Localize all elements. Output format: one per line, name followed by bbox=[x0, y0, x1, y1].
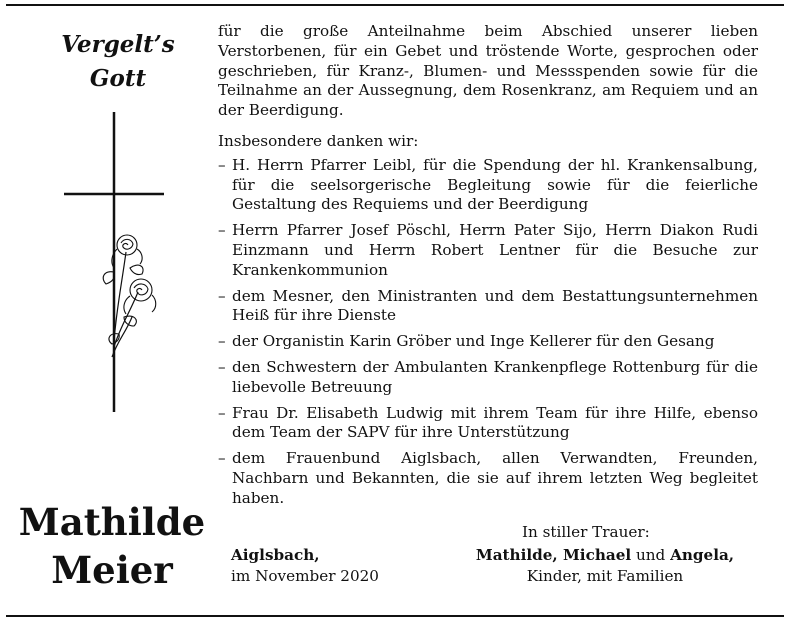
place: Aiglsbach, bbox=[231, 546, 320, 564]
deceased-first-name: Mathilde bbox=[18, 500, 206, 544]
intro-paragraph: für die große Anteilnahme beim Abschied unserer lieben Verstorbenen, für ein Gebet und tröstende Worte, gesprochen oder geschrieben, für Kranz-, Blumen- und Messspenden sowie für die Teilnahme an der Aussegnung, dem Rosenkranz, am Requiem und an der Beerdigung. bbox=[218, 22, 758, 120]
list-item-text: dem Frauenbund Aiglsbach, allen Verwandten, Freunden, Nachbarn und Bekannten, die sie auf ihrem letzten Weg begleitet haben. bbox=[232, 449, 758, 507]
date: im November 2020 bbox=[231, 567, 379, 585]
family-names bbox=[460, 545, 750, 566]
list-item: – Frau Dr. Elisabeth Ludwig mit ihrem Team für ihre Hilfe, ebenso dem Team der SAPV für ihre Unterstützung bbox=[218, 403, 758, 442]
heading-line-2: Gott bbox=[89, 65, 147, 92]
thanks-list bbox=[218, 156, 758, 509]
list-item-text: den Schwestern der Ambulanten Krankenpflege Rottenburg für die liebevolle Betreuung bbox=[232, 357, 758, 396]
list-item: – dem Mesner, den Ministranten und dem Bestattungsunternehmen Heiß für ihre Dienste bbox=[218, 286, 758, 325]
list-item-text: Herrn Pfarrer Josef Pöschl, Herrn Pater Sijo, Herrn Diakon Rudi Einzmann und Herrn Robert Lentner für die Besuche zur Krankenkommunion bbox=[232, 221, 758, 279]
heading bbox=[38, 28, 198, 96]
list-item: – dem Frauenbund Aiglsbach, allen Verwandten, Freunden, Nachbarn und Bekannten, die sie auf ihrem letzten Weg begleitet haben. bbox=[218, 449, 758, 507]
thanks-heading: Insbesondere danken wir: bbox=[218, 131, 419, 150]
list-item: – der Organistin Karin Gröber und Inge Kellerer für den Gesang bbox=[218, 332, 715, 351]
family-line-2: Kinder, mit Familien bbox=[526, 567, 684, 585]
list-item-text: der Organistin Karin Gröber und Inge Kellerer für den Gesang bbox=[232, 332, 715, 351]
list-item-text: Frau Dr. Elisabeth Ludwig mit ihrem Team für ihre Hilfe, ebenso dem Team der SAPV für ihre Unterstützung bbox=[232, 403, 758, 442]
list-item: – H. Herrn Pfarrer Leibl, für die Spendung der hl. Krankensalbung, für die seelsorgerische Begleitung sowie für die feierliche Gestaltung des Requiems und der Beerdigung bbox=[218, 155, 758, 214]
place-date bbox=[231, 545, 379, 587]
family-connector: und bbox=[635, 546, 666, 564]
main-text bbox=[218, 22, 758, 515]
mourning-label: In stiller Trauer: bbox=[522, 523, 650, 541]
family-names-b: Angela, bbox=[670, 546, 735, 564]
list-item-text: H. Herrn Pfarrer Leibl, für die Spendung der hl. Krankensalbung, für die seelsorgerische Begleitung sowie für die feierliche Gestaltung des Requiems und der Beerdigung bbox=[232, 155, 758, 214]
deceased-last-name: Meier bbox=[51, 548, 173, 592]
heading-line-1: Vergelt’s bbox=[61, 31, 175, 58]
list-item: – den Schwestern der Ambulanten Krankenpflege Rottenburg für die liebevolle Betreuung bbox=[218, 357, 758, 396]
list-item-text: dem Mesner, den Ministranten und dem Bestattungsunternehmen Heiß für ihre Dienste bbox=[232, 286, 758, 325]
deceased-name bbox=[12, 498, 212, 594]
left-column bbox=[10, 0, 210, 621]
list-item: – Herrn Pfarrer Josef Pöschl, Herrn Pater Sijo, Herrn Diakon Rudi Einzmann und Herrn Robert Lentner für die Besuche zur Krankenkommunion bbox=[218, 221, 758, 279]
family-names-a: Mathilde, Michael bbox=[475, 546, 632, 564]
family-signature bbox=[460, 545, 750, 587]
cross-with-roses-icon bbox=[64, 112, 174, 412]
